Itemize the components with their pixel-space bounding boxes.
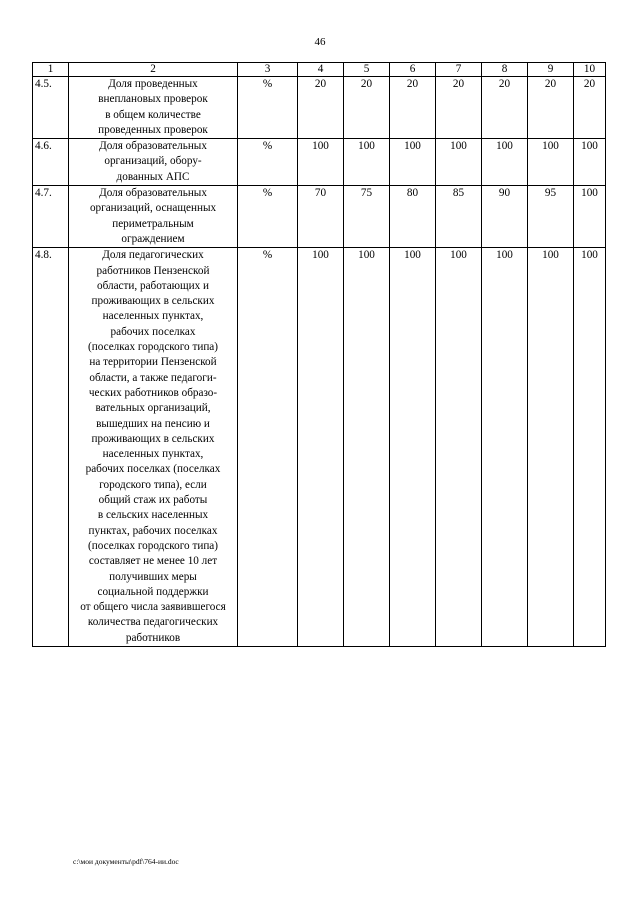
value-cell: 100 [436,248,482,647]
indicator-name [69,186,238,248]
value-cell: 100 [344,248,390,647]
indicator-name-line: организаций, обору- [104,155,202,168]
indicator-name-line: проживающих в сельских [91,295,215,308]
column-header-10: 10 [574,63,606,77]
indicator-name-line: на территории Пензенской [89,356,217,369]
indicator-name-line: от общего числа заявившегося [80,601,226,614]
value-cell: 100 [436,139,482,186]
row-number: 4.6. [33,139,69,186]
value-cell: 20 [436,77,482,139]
value-cell: 100 [390,139,436,186]
value-cell: 90 [482,186,528,248]
row-number: 4.7. [33,186,69,248]
indicator-name-line: ческих работников образо- [88,386,218,399]
column-header-9: 9 [528,63,574,77]
indicator-name-line: проживающих в сельских [91,432,215,445]
indicator-name-line: Доля проведенных [108,78,198,90]
column-header-3: 3 [238,63,298,77]
footer-file-path: c:\мои документы\pdf\764-ии.doc [73,857,179,866]
value-cell: 100 [298,139,344,186]
indicator-name [69,248,238,647]
value-cell: 100 [344,139,390,186]
value-cell: 85 [436,186,482,248]
value-cell: 100 [390,248,436,647]
header-row [33,63,606,77]
column-header-4: 4 [298,63,344,77]
page-number: 46 [314,36,326,48]
value-cell: 100 [528,248,574,647]
indicator-name-line: организаций, оснащенных [89,202,217,215]
table-row [33,186,606,248]
indicator-name-line: в общем количестве [105,108,201,121]
indicator-name-line: пунктах, рабочих поселках [88,524,218,537]
value-cell: 20 [528,77,574,139]
value-cell: 20 [344,77,390,139]
value-cell: 100 [482,248,528,647]
value-cell: 100 [482,139,528,186]
indicator-name [69,139,238,186]
value-cell: 95 [528,186,574,248]
value-cell: 80 [390,186,436,248]
indicator-name-line: Доля образовательных [99,187,207,200]
indicators-table [32,62,606,647]
indicator-name-line: вышедших на пенсию и [96,417,210,430]
indicator-name-line: периметральным [112,217,194,230]
indicator-name-line: области, а также педагоги- [89,371,217,384]
value-cell: 100 [574,186,606,248]
indicator-name [69,77,238,139]
indicator-name-line: (поселках городского типа) [88,539,218,552]
indicator-name-line: дованных АПС [116,170,190,183]
column-header-8: 8 [482,63,528,77]
indicator-name-line: Доля образовательных [99,140,207,153]
column-header-1: 1 [33,63,69,77]
unit: % [238,139,298,186]
value-cell: 70 [298,186,344,248]
value-cell: 75 [344,186,390,248]
table-row [33,77,606,139]
indicator-name-line: ограждением [121,232,185,245]
indicator-name-line: в сельских населенных [97,509,209,522]
unit: % [238,186,298,248]
indicator-name-line: работников [125,631,181,644]
indicator-name-line: Доля педагогических [102,249,204,262]
indicator-name-line: общий стаж их работы [98,494,208,507]
value-cell: 100 [574,248,606,647]
indicator-name-line: количества педагогических [87,616,219,629]
indicator-name-line: городского типа), если [99,478,207,491]
value-cell: 20 [482,77,528,139]
indicator-name-line: социальной поддержки [97,585,209,598]
indicator-name-line: получивших меры [109,570,197,583]
value-cell: 100 [298,248,344,647]
indicator-name-line: составляет не менее 10 лет [88,555,218,568]
indicator-name-line: рабочих поселках [110,325,196,338]
column-header-2: 2 [69,63,238,77]
indicator-name-line: (поселках городского типа) [88,341,218,354]
column-header-6: 6 [390,63,436,77]
indicator-name-line: населенных пунктах, [102,310,204,323]
indicator-name-line: области, работающих и [96,279,210,292]
indicator-name-line: проведенных проверок [98,123,208,136]
value-cell: 100 [574,139,606,186]
table-body [33,77,606,647]
indicator-name-line: населенных пунктах, [102,448,204,461]
column-header-5: 5 [344,63,390,77]
indicator-name-line: работников Пензенской [96,264,210,277]
unit: % [238,77,298,139]
value-cell: 20 [390,77,436,139]
value-cell: 20 [574,77,606,139]
row-number: 4.5. [33,77,69,139]
value-cell: 20 [298,77,344,139]
indicator-name-line: рабочих поселках (поселках [85,463,221,476]
indicator-name-line: вательных организаций, [95,402,211,415]
table-row [33,248,606,647]
table-row [33,139,606,186]
column-header-7: 7 [436,63,482,77]
indicator-name-line: внеплановых проверок [98,93,208,106]
value-cell: 100 [528,139,574,186]
row-number: 4.8. [33,248,69,647]
unit: % [238,248,298,647]
